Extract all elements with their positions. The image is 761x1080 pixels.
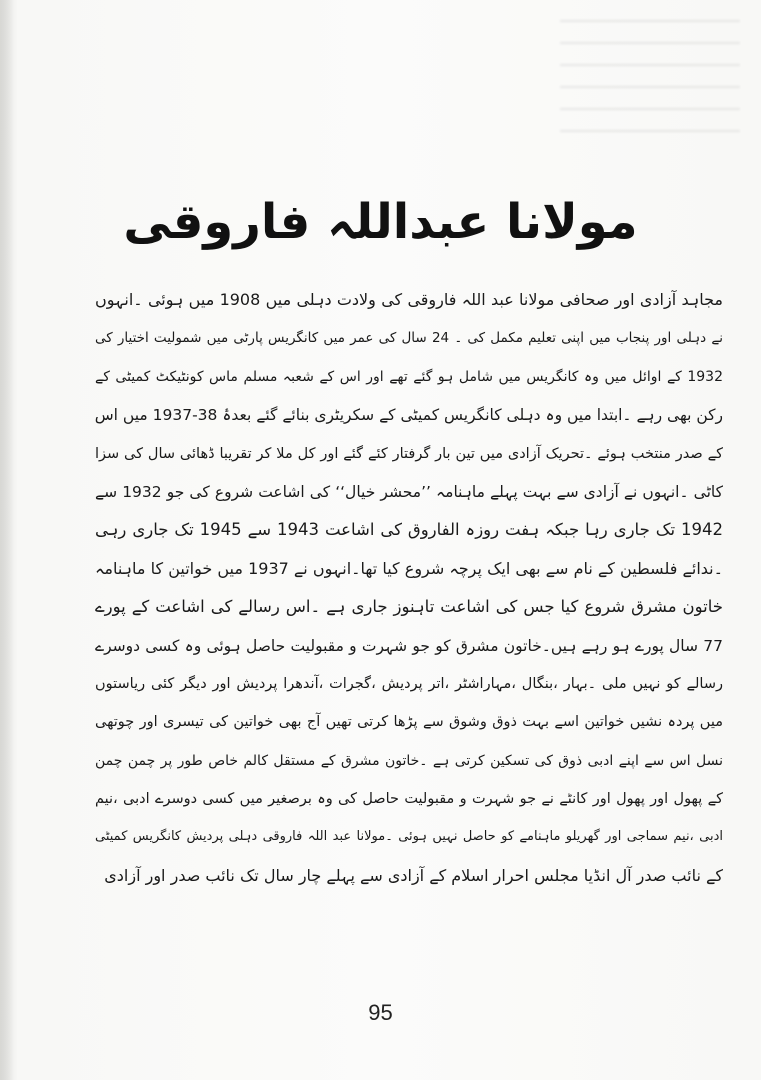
text-line: نسل اس سے اپنے ادبی ذوق کی تسکین کرتی ہے ۔خاتون مشرق کے مستقل کالم خاص طور پر چمن چمن: [95, 752, 723, 769]
text-line: مجاہد آزادی اور صحافی مولانا عبد اللہ فاروقی کی ولادت دہلی میں 1908 میں ہوئی ۔انہوں: [95, 290, 723, 309]
body-paragraph: [95, 281, 723, 895]
page-number: 95: [368, 1000, 393, 1025]
text-line: نے دہلی اور پنجاب میں اپنی تعلیم مکمل کی ۔ 24 سال کی عمر میں کانگریس پارٹی میں شمولیت اختیار کی: [95, 330, 723, 347]
bleed-through-text: [560, 20, 740, 150]
text-line: کاٹی ۔انہوں نے آزادی سے بہت پہلے ماہنامہ ’’محشر خیال‘‘ کی اشاعت شروع کی جو 1932 سے: [95, 482, 723, 501]
text-line: 77 سال پورے ہو رہے ہیں۔خاتون مشرق کو جو شہرت و مقبولیت حاصل ہوئی وہ کسی دوسرے: [95, 636, 723, 655]
text-line: رکن بھی رہے ۔ابتدا میں وہ دہلی کانگریس کمیٹی کے سکریٹری بنائے گئے بعدۂ 38-1937 میں اس: [95, 406, 723, 425]
text-line: ۔ندائے فلسطین کے نام سے بھی ایک پرچہ شروع کیا تھا۔انہوں نے 1937 میں خواتین کا ماہنامہ: [95, 558, 723, 578]
text-line: رسالے کو نہیں ملی ۔بہار ،بنگال ،مہاراشٹر ،اتر پردیش ،گجرات ،آندھرا پردیش اور دیگر کئی ریاستوں: [95, 675, 723, 692]
text-line: کے نائب صدر آل انڈیا مجلس احرار اسلام کے آزادی سے پہلے چار سال تک نائب صدر اور آزادی: [104, 865, 723, 885]
text-line: 1932 کے اوائل میں وہ کانگریس میں شامل ہو گئے تھے اور اس کے شعبہ مسلم ماس کونٹیکٹ کمیٹی کے: [95, 368, 723, 385]
text-line: ادبی ،نیم سماجی اور گھریلو ماہنامے کو حاصل نہیں ہوئی ۔مولانا عبد اللہ فاروقی دہلی پردیش کانگریس کمیٹی: [95, 829, 723, 845]
text-line: خاتون مشرق شروع کیا جس کی اشاعت تاہنوز جاری ہے ۔اس رسالے کی اشاعت کے پورے: [95, 597, 723, 617]
text-line: کے صدر منتخب ہوئے ۔تحریک آزادی میں تین بار گرفتار کئے گئے اور کل ملا کر تقریبا ڈھائی سال کی سزا: [95, 445, 723, 462]
page-title: مولانا عبداللہ فاروقی: [123, 194, 638, 250]
text-line: کے پھول اور پھول اور کانٹے نے جو شہرت و مقبولیت حاصل کی وہ برصغیر میں کسی دوسرے ادبی ،نیم: [95, 791, 723, 808]
scan-edge-shadow: [0, 0, 14, 1080]
text-line: میں پردہ نشیں خواتین اسے بہت ذوق وشوق سے پڑھا کرتی تھیں آج بھی خواتین کی تیسری اور چوتھی: [95, 714, 723, 731]
text-line: 1942 تک جاری رہا جبکہ ہفت روزہ الفاروق کی اشاعت 1943 سے 1945 تک جاری رہی: [95, 520, 723, 540]
